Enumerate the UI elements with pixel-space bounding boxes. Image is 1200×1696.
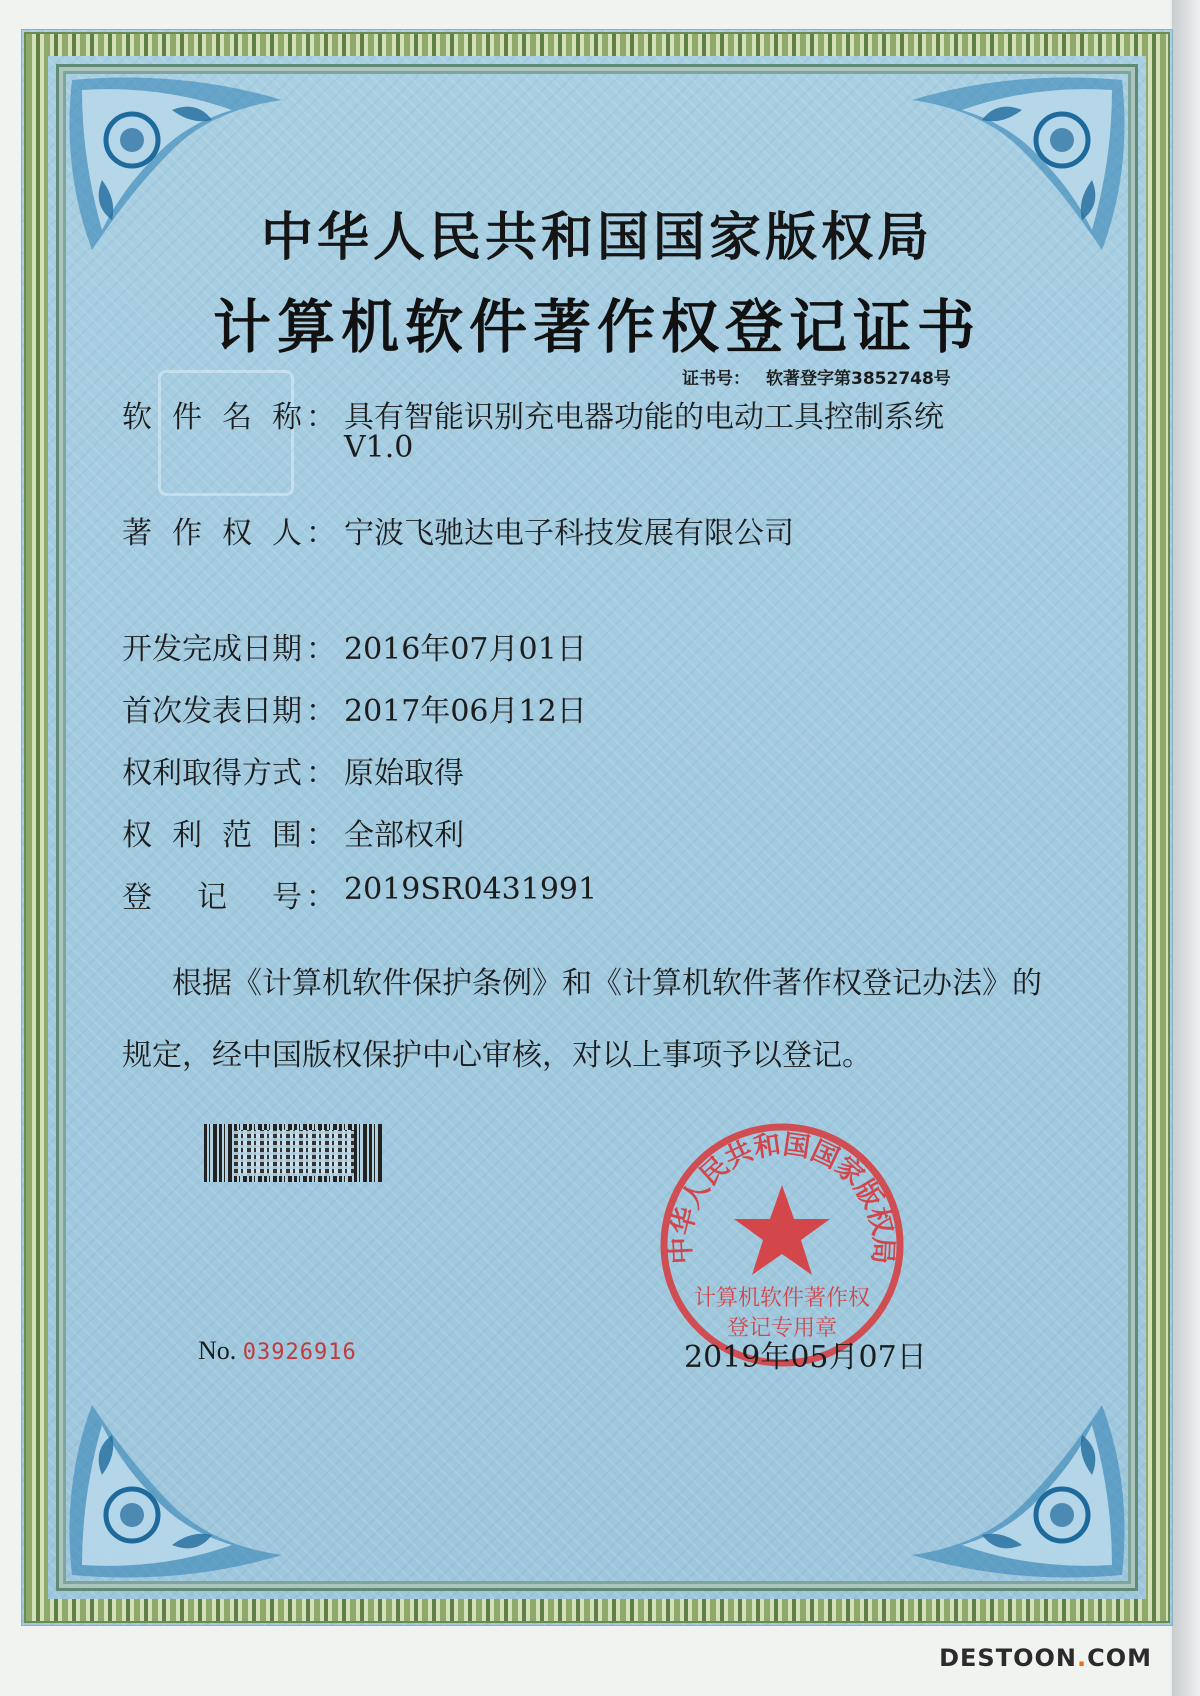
barcode-icon bbox=[204, 1124, 382, 1182]
field-colon: ： bbox=[306, 818, 336, 853]
site-watermark-tld: COM bbox=[1087, 1644, 1152, 1672]
rights-scope-label: 权利范围 bbox=[122, 818, 302, 853]
registration-number-value: 2019SR0431991 bbox=[344, 872, 598, 907]
field-colon: ： bbox=[306, 516, 336, 551]
registration-number-label: 登记号 bbox=[122, 880, 302, 915]
first-publish-date-label: 首次发表日期 bbox=[122, 694, 302, 729]
field-colon: ： bbox=[306, 756, 336, 791]
certificate-number-value: 软著登字第3852748号 bbox=[766, 369, 951, 389]
serial-number bbox=[198, 1336, 357, 1366]
seal-outer-text: 中华人民共和国国家版权局 bbox=[665, 1129, 899, 1265]
software-version-value: V1.0 bbox=[344, 430, 414, 465]
corner-ornament-icon bbox=[902, 1395, 1132, 1585]
field-colon: ： bbox=[306, 880, 336, 915]
site-watermark-main: DESTOON bbox=[939, 1644, 1077, 1672]
certificate-number bbox=[682, 364, 967, 389]
seal-inner-line-1: 计算机软件著作权 bbox=[693, 1286, 871, 1311]
seal-star-icon bbox=[734, 1185, 830, 1275]
field-colon: ： bbox=[306, 694, 336, 729]
serial-value: 03926916 bbox=[242, 1340, 357, 1365]
development-date-value: 2016年07月01日 bbox=[344, 632, 587, 667]
serial-label: No. bbox=[198, 1336, 237, 1365]
certificate-number-label: 证书号： bbox=[682, 369, 750, 389]
site-watermark-dot: . bbox=[1076, 1644, 1088, 1672]
copyright-owner-value: 宁波飞驰达电子科技发展有限公司 bbox=[344, 516, 794, 551]
acquisition-method-value: 原始取得 bbox=[344, 756, 464, 791]
statement-line-2: 规定，经中国版权保护中心审核，对以上事项予以登记。 bbox=[122, 1038, 872, 1073]
seal-inner-line-2: 登记专用章 bbox=[726, 1316, 838, 1341]
software-name-label: 软件名称 bbox=[122, 400, 302, 435]
software-name-value: 具有智能识别充电器功能的电动工具控制系统 bbox=[344, 400, 944, 435]
development-date-label: 开发完成日期 bbox=[122, 632, 302, 667]
site-watermark bbox=[939, 1644, 1152, 1672]
certificate bbox=[22, 30, 1172, 1625]
scan-edge bbox=[1172, 0, 1200, 1696]
field-colon: ： bbox=[306, 632, 336, 667]
issue-date: 2019年05月07日 bbox=[684, 1340, 927, 1375]
issuing-authority: 中华人民共和国国家版权局 bbox=[260, 207, 933, 268]
first-publish-date-value: 2017年06月12日 bbox=[344, 694, 587, 729]
corner-ornament-icon bbox=[62, 1395, 292, 1585]
field-colon: ： bbox=[306, 400, 336, 435]
qr-pattern-icon bbox=[234, 1130, 354, 1176]
certificate-title: 计算机软件著作权登记证书 bbox=[212, 293, 981, 361]
rights-scope-value: 全部权利 bbox=[344, 818, 464, 853]
acquisition-method-label: 权利取得方式 bbox=[122, 756, 302, 791]
copyright-owner-label: 著作权人 bbox=[122, 516, 302, 551]
statement-line-1: 根据《计算机软件保护条例》和《计算机软件著作权登记办法》的 bbox=[172, 966, 1042, 1001]
